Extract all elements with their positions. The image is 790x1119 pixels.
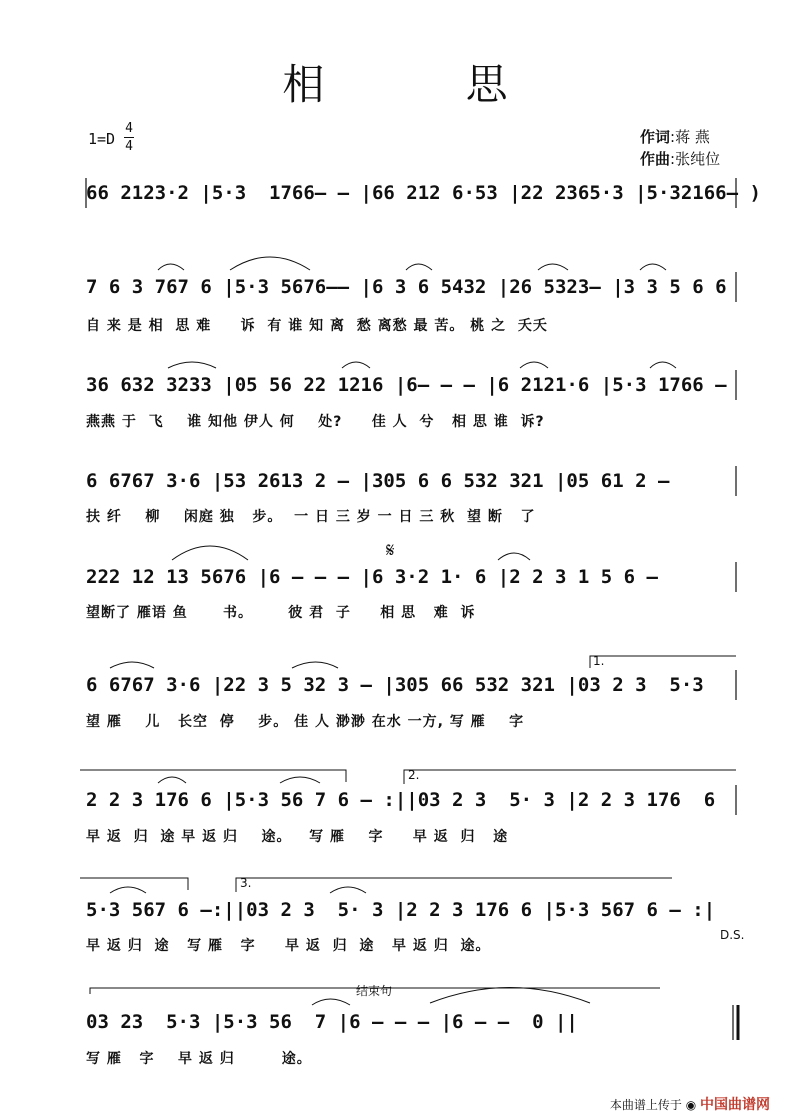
- slur-18: [312, 999, 350, 1005]
- time-signature-bottom: 4: [125, 139, 133, 154]
- music-line-7: 2 2 3 176 6 |5·3 56 7 6 – :||03 2 3 5· 3 |2 2 3 176 6: [86, 789, 716, 811]
- volta-1-bracket: [590, 656, 736, 668]
- slur-1: [158, 264, 184, 270]
- slur-5: [640, 264, 666, 270]
- slur-8: [520, 362, 548, 368]
- music-line-4: 6 6767 3·6 |53 2613 2 – |305 6 6 532 321 |05 61 2 –: [86, 470, 670, 492]
- lyric-line-7: 早 返 归 途 早 返 归 途。 写 雁 字 早 返 归 途: [86, 829, 509, 845]
- site-logo-icon: ◉: [685, 1098, 697, 1112]
- volta-1-label: 1.: [593, 654, 605, 668]
- slur-14: [158, 777, 186, 783]
- music-line-2: 7 6 3 767 6 |5·3 5676–– |6 3 6 5432 |26 5323– |3 3 5 6 6: [86, 276, 727, 298]
- slur-11: [498, 553, 530, 560]
- volta-2-bracket: [404, 770, 736, 784]
- barlines: [86, 178, 761, 1040]
- ds-mark: D.S.: [720, 928, 745, 942]
- slur-15: [280, 777, 320, 783]
- segno-sign: 𝄋: [386, 538, 395, 562]
- slur-16: [110, 887, 146, 893]
- slur-12: [110, 662, 154, 668]
- slur-4: [538, 264, 568, 270]
- music-line-3: 36 632 3233 |05 56 22 1216 |6– – – |6 2121·6 |5·3 1766 –: [86, 374, 727, 396]
- lyric-line-6: 望 雁 儿 长空 停 步。 佳 人 渺渺 在水 一方, 写 雁 字: [86, 714, 525, 730]
- music-line-6: 6 6767 3·6 |22 3 5 32 3 – |305 66 532 321 |03 2 3 5·3: [86, 674, 704, 696]
- music-line-8: 5·3 567 6 –:||03 2 3 5· 3 |2 2 3 176 6 |5·3 567 6 – :|: [86, 899, 716, 921]
- volta-brackets: [80, 656, 736, 994]
- footer: [610, 1094, 770, 1114]
- page-title: 相 思: [282, 60, 572, 109]
- key-signature: 1=D: [88, 130, 116, 148]
- lyric-line-3: 燕燕 于 飞 谁 知他 伊人 何 处? 佳 人 兮 相 思 谁 诉?: [86, 414, 545, 430]
- volta-2-continued: [80, 878, 188, 890]
- slur-7: [342, 362, 370, 368]
- time-signature-top: 4: [125, 121, 133, 136]
- composer-name: 张纯位: [675, 150, 721, 168]
- volta-2-label: 2.: [408, 768, 420, 782]
- lyricist-label: 作词: [640, 128, 671, 146]
- lyric-line-2: 自 来 是 相 思 难 诉 有 谁 知 离 愁 离愁 最 苦。 桃 之 夭夭: [86, 318, 548, 334]
- music-line-5: 222 12 13 5676 |6 – – – |6 3·2 1· 6 |2 2 3 1 5 6 –: [86, 566, 658, 588]
- slurs: [110, 257, 676, 1005]
- lyric-line-9: 写 雁 字 早 返 归 途。: [86, 1051, 312, 1067]
- music-line-9: 03 23 5·3 |5·3 56 7 |6 – – – |6 – – 0 ||: [86, 1011, 578, 1033]
- lyric-line-5: 望断了 雁语 鱼 书。 彼 君 子 相 思 难 诉: [86, 605, 476, 621]
- slur-6: [168, 362, 216, 368]
- music-line-1: 66 2123·2 |5·3 1766– – |66 212 6·53 |22 2365·3 |5·32166– ): [86, 182, 761, 204]
- slur-9: [650, 362, 676, 368]
- slur-13: [292, 662, 338, 668]
- slur-19: [430, 988, 590, 1004]
- composer-label: 作曲: [640, 150, 671, 168]
- uploaded-text: 本曲谱上传于: [609, 1098, 682, 1112]
- slur-10: [172, 546, 248, 560]
- site-brand[interactable]: 中国曲谱网: [700, 1097, 770, 1113]
- credits: 作词:蒋 燕 作曲:张纯位: [640, 128, 721, 168]
- volta-3-bracket: [236, 878, 672, 892]
- lyric-line-4: 扶 纤 柳 闲庭 独 步。 一 日 三 岁 一 日 三 秋 望 断 了: [86, 509, 536, 525]
- volta-1-continued: [80, 770, 346, 782]
- volta-3-label: 3.: [240, 876, 252, 890]
- slur-2: [230, 257, 310, 270]
- slur-3: [406, 264, 432, 270]
- ending-phrase-label: 结束句: [356, 984, 393, 998]
- lyricist-name: 蒋 燕: [675, 128, 710, 146]
- lyric-line-8: 早 返 归 途 写 雁 字 早 返 归 途 早 返 归 途。: [86, 938, 491, 954]
- slur-17: [330, 887, 366, 893]
